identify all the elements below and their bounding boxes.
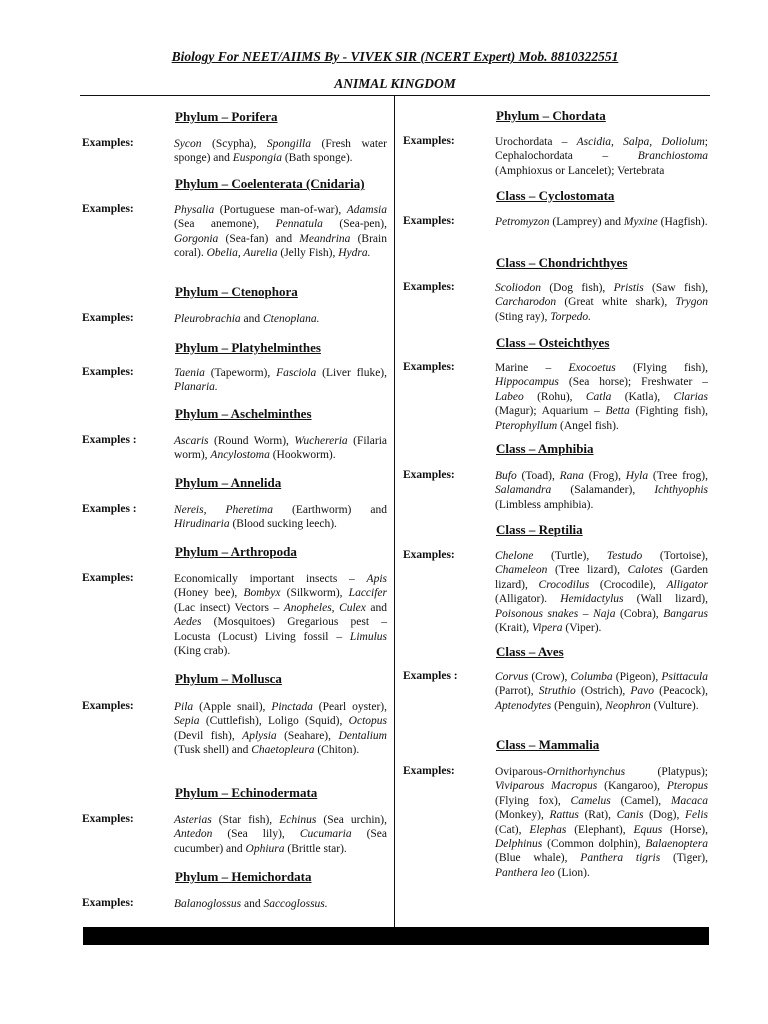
column-divider xyxy=(394,95,395,927)
examples-label: Examples: xyxy=(82,572,134,584)
examples-text: Pleurobrachia and Ctenoplana. xyxy=(174,313,320,325)
examples-text: Asterias (Star fish), Echinus (Sea urchin), Antedon (Sea lily), Cucumaria (Sea cucumber) and Ophiura (Brittle star). xyxy=(174,814,387,855)
right-section-title: Class – Cyclostomata xyxy=(496,188,615,203)
left-section-title: Phylum – Mollusca xyxy=(175,671,282,686)
examples-label: Examples : xyxy=(403,670,458,682)
left-section-title: Phylum – Aschelminthes xyxy=(175,406,312,421)
examples-label: Examples: xyxy=(403,765,455,777)
header-rule xyxy=(80,95,710,96)
examples-label: Examples: xyxy=(403,361,455,373)
footer-bar xyxy=(83,927,709,945)
examples-text: Petromyzon (Lamprey) and Myxine (Hagfish). xyxy=(495,216,708,228)
right-section-title: Class – Amphibia xyxy=(496,441,594,456)
examples-label: Examples : xyxy=(82,434,137,446)
examples-label: Examples: xyxy=(82,700,134,712)
examples-text: Scoliodon (Dog fish), Pristis (Saw fish), Carcharodon (Great white shark), Trygon (Sting ray), Torpedo. xyxy=(495,282,708,323)
examples-label: Examples: xyxy=(403,281,455,293)
examples-label: Examples : xyxy=(82,503,137,515)
examples-text: Nereis, Pheretima (Earthworm) and Hirudinaria (Blood sucking leech). xyxy=(174,504,387,531)
examples-text: Pila (Apple snail), Pinctada (Pearl oyster), Sepia (Cuttlefish), Loligo (Squid), Octopus (Devil fish), Aplysia (Seahare), Dentalium (Tusk shell) and Chaetopleura (Chiton). xyxy=(174,701,387,757)
examples-text: Oviparous-Ornithorhynchus (Platypus); Viviparous Macropus (Kangaroo), Pteropus (Flying fox), Camelus (Camel), Macaca (Monkey), Rattus (Rat), Canis (Dog), Felis (Cat), Elephas (Elephant), Equus (Horse), Delphinus (Common dolphin), Balaenoptera (Blue whale), Panthera tigris (Tiger), Panthera leo (Lion). xyxy=(495,766,708,879)
page-subtitle: ANIMAL KINGDOM xyxy=(334,76,456,91)
examples-text: Physalia (Portuguese man-of-war), Adamsia (Sea anemone), Pennatula (Sea-pen), Gorgonia (Sea-fan) and Meandrina (Brain coral). Obelia, Aurelia (Jelly Fish), Hydra. xyxy=(174,204,387,260)
examples-text: Taenia (Tapeworm), Fasciola (Liver fluke), Planaria. xyxy=(174,367,387,394)
examples-text: Sycon (Scypha), Spongilla (Fresh water sponge) and Euspongia (Bath sponge). xyxy=(174,138,387,165)
left-section-title: Phylum – Annelida xyxy=(175,475,282,490)
examples-text: Corvus (Crow), Columba (Pigeon), Psittacula (Parrot), Struthio (Ostrich), Pavo (Peacock), Aptenodytes (Penguin), Neophron (Vulture). xyxy=(495,671,708,712)
left-section-title: Phylum – Coelenterata (Cnidaria) xyxy=(175,176,365,191)
right-section-title: Class – Aves xyxy=(496,644,564,659)
right-section-title: Class – Chondrichthyes xyxy=(496,255,628,270)
examples-text: Chelone (Turtle), Testudo (Tortoise), Chameleon (Tree lizard), Calotes (Garden lizard), Crocodilus (Crocodile), Alligator (Alligator). Hemidactylus (Wall lizard), Poisonous snakes – Naja (Cobra), Bangarus (Krait), Vipera (Viper). xyxy=(495,550,708,635)
examples-label: Examples: xyxy=(82,312,134,324)
examples-label: Examples: xyxy=(82,137,134,149)
left-section-title: Phylum – Platyhelminthes xyxy=(175,340,321,355)
examples-label: Examples: xyxy=(403,469,455,481)
left-section-title: Phylum – Ctenophora xyxy=(175,284,298,299)
page-header-title: Biology For NEET/AIIMS By - VIVEK SIR (NCERT Expert) Mob. 8810322551 xyxy=(171,49,619,64)
examples-text: Ascaris (Round Worm), Wuchereria (Filaria worm), Ancylostoma (Hookworm). xyxy=(174,435,387,462)
examples-label: Examples: xyxy=(82,366,134,378)
right-section-title: Class – Osteichthyes xyxy=(496,335,610,350)
right-section-title: Class – Reptilia xyxy=(496,522,583,537)
examples-label: Examples: xyxy=(403,215,455,227)
examples-label: Examples: xyxy=(403,549,455,561)
left-section-title: Phylum – Porifera xyxy=(175,109,278,124)
right-section-title: Phylum – Chordata xyxy=(496,108,606,123)
right-section-title: Class – Mammalia xyxy=(496,737,600,752)
examples-text: Bufo (Toad), Rana (Frog), Hyla (Tree frog), Salamandra (Salamander), Ichthyophis (Limbless amphibia). xyxy=(495,470,708,511)
examples-text: Urochordata – Ascidia, Salpa, Doliolum; Cephalochordata – Branchiostoma (Amphioxus or Lancelet); Vertebrata xyxy=(495,136,708,177)
examples-label: Examples: xyxy=(82,897,134,909)
examples-label: Examples: xyxy=(82,203,134,215)
left-section-title: Phylum – Arthropoda xyxy=(175,544,297,559)
examples-label: Examples: xyxy=(403,135,455,147)
examples-text: Balanoglossus and Saccoglossus. xyxy=(174,898,328,910)
left-section-title: Phylum – Hemichordata xyxy=(175,869,312,884)
examples-label: Examples: xyxy=(82,813,134,825)
left-section-title: Phylum – Echinodermata xyxy=(175,785,318,800)
examples-text: Economically important insects – Apis (Honey bee), Bombyx (Silkworm), Laccifer (Lac insect) Vectors – Anopheles, Culex and Aedes (Mosquitoes) Gregarious pest – Locusta (Locust) Living fossil – Limulus (King crab). xyxy=(174,573,388,658)
examples-text: Marine – Exocoetus (Flying fish), Hippocampus (Sea horse); Freshwater – Labeo (Rohu), Catla (Katla), Clarias (Magur); Aquarium – Betta (Fighting fish), Pterophyllum (Angel fish). xyxy=(495,362,709,432)
